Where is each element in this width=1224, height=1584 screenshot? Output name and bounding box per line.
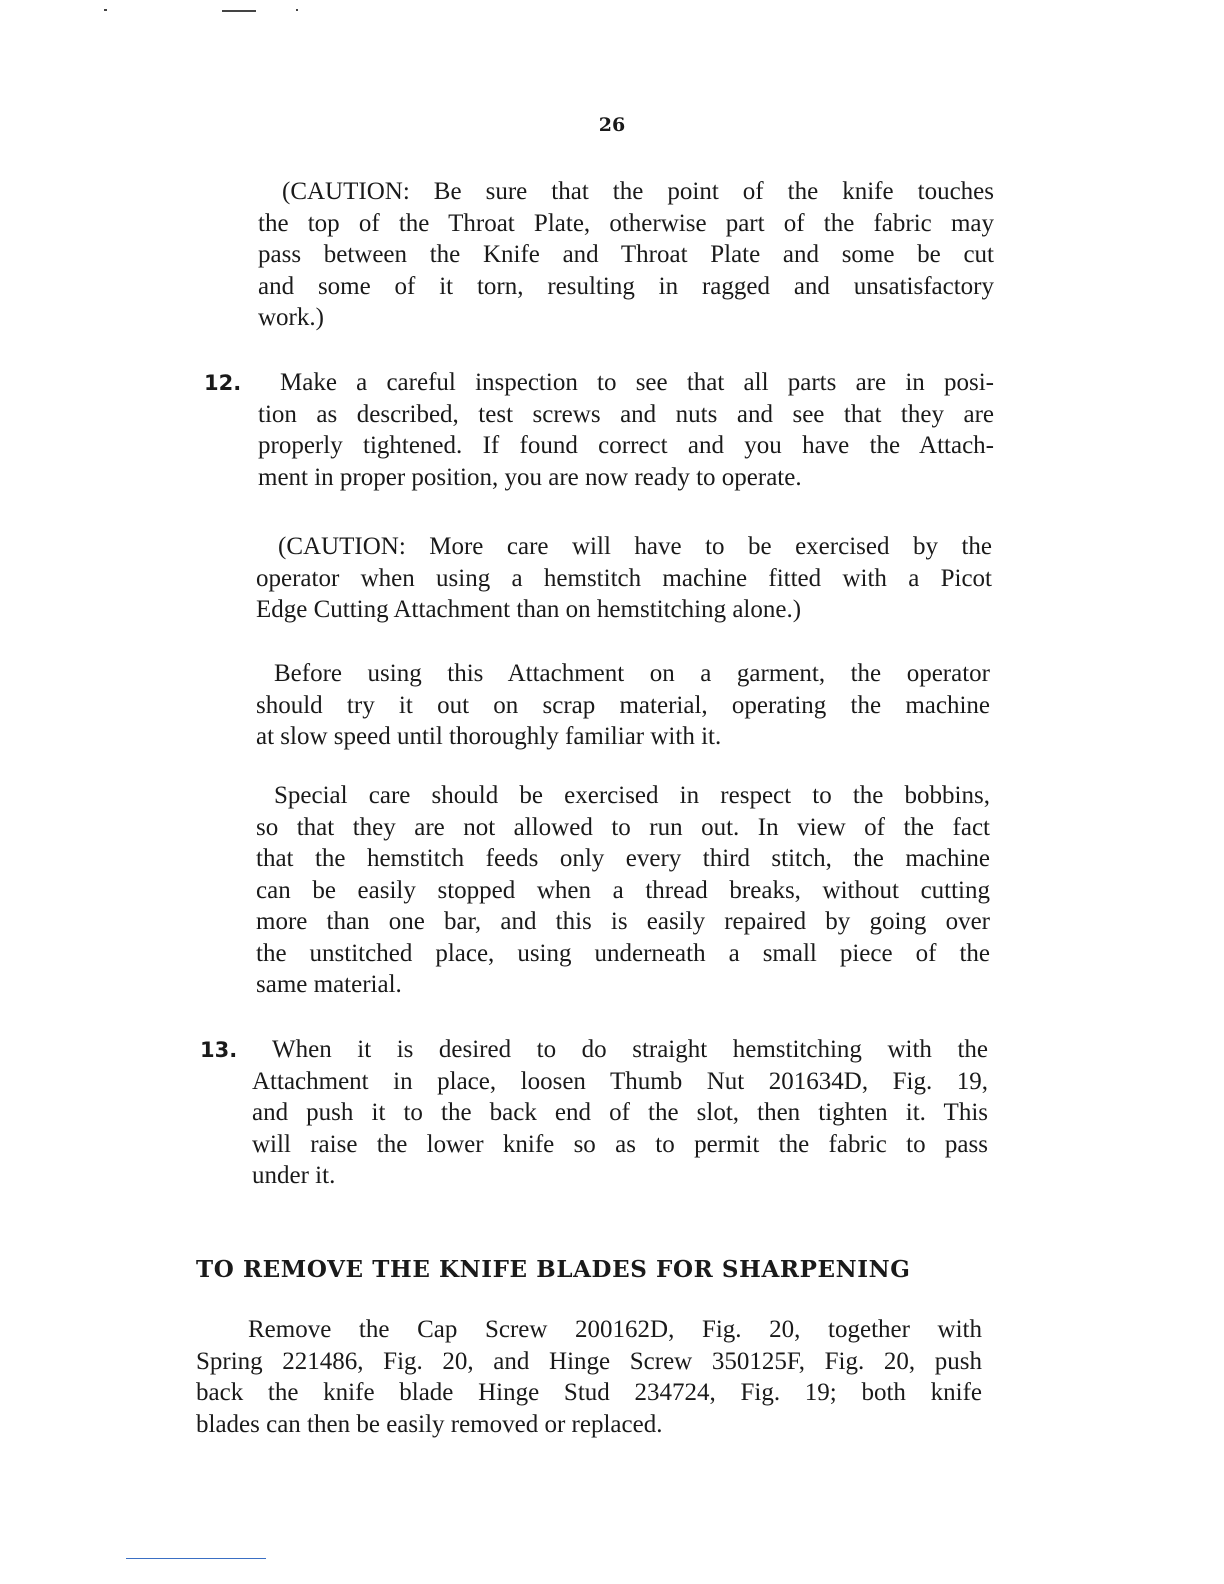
scan-mark-dot-right — [296, 9, 298, 11]
scan-mark-top — [222, 10, 256, 12]
text-line: properly tightened. If found correct and you have the Attach- — [258, 432, 994, 459]
remove-blades-paragraph — [196, 1314, 982, 1440]
text-line: (CAUTION: Be sure that the point of the knife touches — [282, 178, 994, 205]
text-line: so that they are not allowed to run out. In view of the fact — [256, 813, 990, 841]
text-line: Spring 221486, Fig. 20, and Hinge Screw 350125F, Fig. 20, push — [196, 1347, 982, 1375]
text-line: ment in proper position, you are now ready to operate. — [258, 463, 802, 491]
text-line: more than one bar, and this is easily repaired by going over — [256, 908, 990, 935]
caution-paragraph-2 — [256, 531, 992, 626]
text-line: same material. — [256, 971, 402, 998]
text-line: that the hemstitch feeds only every third stitch, the machine — [256, 845, 990, 872]
text-line: work.) — [258, 304, 324, 331]
item-number-13: 13. — [200, 1038, 238, 1062]
text-line: back the knife blade Hinge Stud 234724, Fig. 19; both knife — [196, 1379, 982, 1406]
text-line: Edge Cutting Attachment than on hemstitching alone.) — [256, 596, 802, 623]
text-line: Before using this Attachment on a garment, the operator — [274, 660, 990, 687]
item-12-paragraph — [258, 367, 994, 493]
text-line: should try it out on scrap material, operating the machine — [256, 691, 990, 719]
bottom-rule — [126, 1558, 266, 1559]
scan-mark-dot-left — [104, 9, 107, 11]
text-line: blades can then be easily removed or replaced. — [196, 1410, 663, 1438]
text-line: Remove the Cap Screw 200162D, Fig. 20, together with — [248, 1316, 982, 1343]
item-number-12: 12. — [204, 371, 242, 395]
text-line: the unstitched place, using underneath a small piece of the — [256, 939, 990, 967]
before-using-paragraph — [256, 658, 990, 753]
item-13-paragraph — [252, 1034, 988, 1192]
text-line: at slow speed until thoroughly familiar with it. — [256, 723, 722, 750]
text-line: and some of it torn, resulting in ragged and unsatisfactory — [258, 272, 994, 300]
text-line: Special care should be exercised in respect to the bobbins, — [274, 782, 990, 809]
section-heading: TO REMOVE THE KNIFE BLADES FOR SHARPENING — [196, 1256, 911, 1283]
text-line: Attachment in place, loosen Thumb Nut 201634D, Fig. 19, — [252, 1067, 988, 1095]
text-line: the top of the Throat Plate, otherwise part of the fabric may — [258, 209, 994, 237]
text-line: When it is desired to do straight hemstitching with the — [272, 1036, 988, 1063]
text-line: pass between the Knife and Throat Plate and some be cut — [258, 241, 994, 268]
text-line: can be easily stopped when a thread breaks, without cutting — [256, 876, 990, 904]
text-line: under it. — [252, 1162, 336, 1189]
text-line: (CAUTION: More care will have to be exercised by the — [278, 533, 992, 560]
text-line: and push it to the back end of the slot, then tighten it. This — [252, 1099, 988, 1126]
text-line: will raise the lower knife so as to permit the fabric to pass — [252, 1130, 988, 1158]
page-number: 26 — [598, 114, 626, 136]
text-line: Make a careful inspection to see that all parts are in posi- — [280, 369, 994, 396]
text-line: tion as described, test screws and nuts and see that they are — [258, 400, 994, 428]
text-line: operator when using a hemstitch machine fitted with a Picot — [256, 564, 992, 592]
caution-paragraph-1 — [258, 176, 994, 334]
special-care-paragraph — [256, 780, 990, 1001]
